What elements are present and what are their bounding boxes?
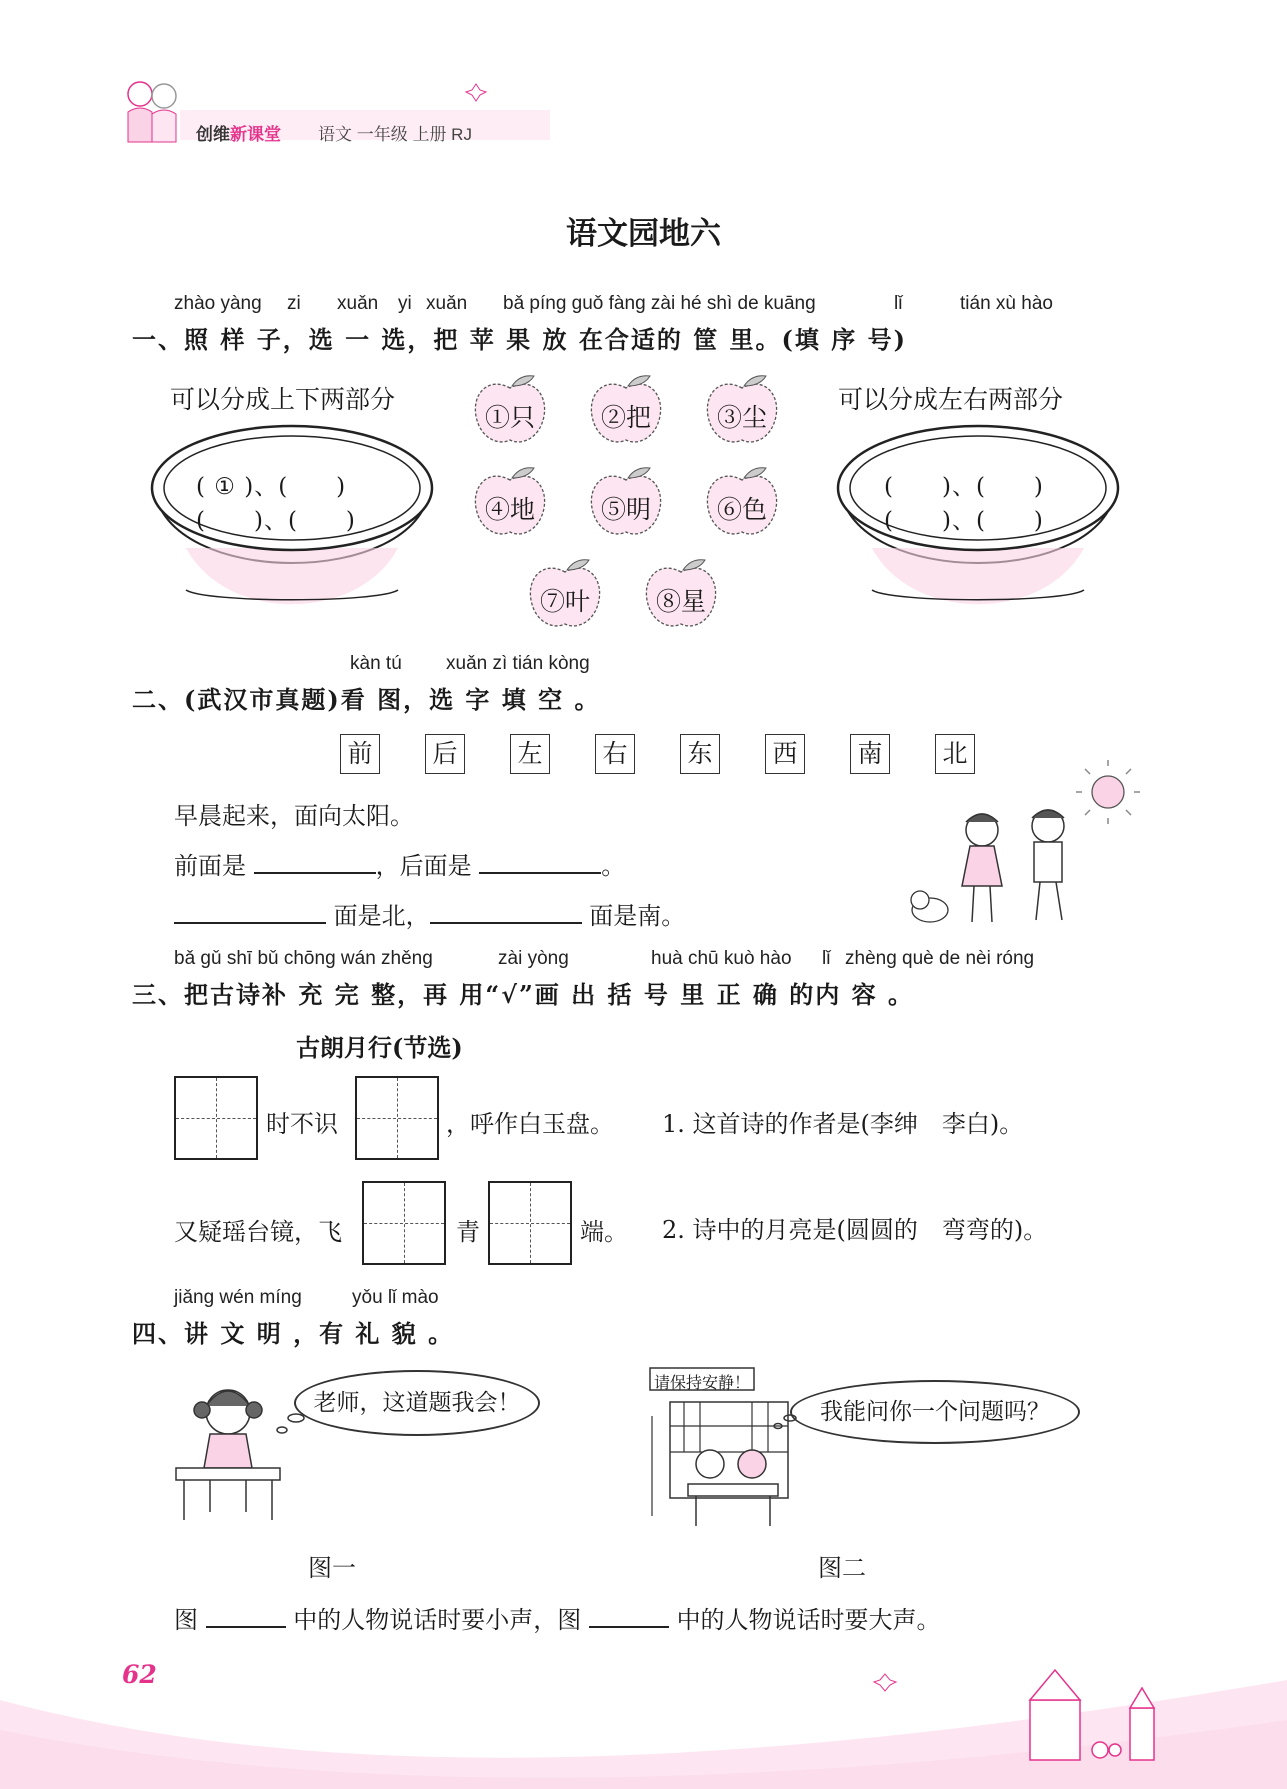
q2-question: 二、(武汉市真题)看 图，选 字 填 空 。: [132, 685, 601, 714]
q3-pinyin-1: bǎ gǔ shī bǔ chōng wán zhěng: [174, 948, 433, 969]
apple-card-8[interactable]: [641, 556, 721, 632]
word-box-8[interactable]: 北: [935, 734, 975, 774]
blank-figure-loud[interactable]: [589, 1604, 669, 1628]
apple-label: ②把: [600, 403, 651, 432]
q4-question: 四、讲 文 明 ，有 礼 貌 。: [132, 1319, 455, 1348]
poem-line1-b: ，呼作白玉盘。: [446, 1110, 614, 1138]
poem-line2-a: 又疑瑶台镜，飞: [174, 1218, 342, 1246]
q2-pinyin-1: kàn tú: [350, 653, 402, 674]
apple-label: ⑧星: [655, 587, 706, 616]
footer-decoration: [0, 1640, 1287, 1789]
q1-pinyin-3: xuǎn: [337, 293, 379, 314]
q4-answer-line: 图 中的人物说话时要小声，图 中的人物说话时要大声。: [174, 1606, 941, 1634]
apple-card-1[interactable]: [470, 372, 550, 448]
apple-label: ④地: [484, 495, 535, 524]
dog-figure: [911, 891, 948, 922]
q1-pinyin-1: zhào yàng: [174, 293, 262, 314]
poem-line2-c: 端。: [580, 1218, 628, 1246]
word-box-4[interactable]: 右: [595, 734, 635, 774]
q3-pinyin-3: huà chū kuò hào: [651, 948, 792, 969]
q2-line-1: 早晨起来，面向太阳。: [174, 802, 414, 830]
poem-line2-b: 青: [456, 1218, 480, 1246]
header-girls-illustration: [128, 82, 176, 142]
right-bowl-label: 可以分成左右两部分: [838, 385, 1064, 414]
kids-sun-illustration: [900, 760, 1140, 940]
q4-pinyin-1: jiǎng wén míng: [174, 1287, 302, 1308]
tian-grid-3[interactable]: [362, 1181, 446, 1265]
left-bowl-answer-1[interactable]: ( ① )、( ): [196, 474, 347, 500]
quiet-sign: 请保持安静！: [654, 1373, 751, 1392]
q3-pinyin-4: lǐ: [822, 948, 831, 969]
left-bowl-answer-2[interactable]: ( )、( ): [196, 508, 356, 534]
right-bowl-answer-2[interactable]: ( )、( ): [884, 508, 1044, 534]
bubble-tail-2: [772, 1412, 802, 1432]
tian-grid-1[interactable]: [174, 1076, 258, 1160]
word-box-6[interactable]: 西: [765, 734, 805, 774]
apple-card-2[interactable]: [586, 372, 666, 448]
word-box-2[interactable]: 后: [425, 734, 465, 774]
apple-card-3[interactable]: [702, 372, 782, 448]
word-box-1[interactable]: 前: [340, 734, 380, 774]
figure-1-caption: 图一: [308, 1554, 356, 1582]
page-number: 62: [122, 1660, 157, 1689]
poem-line1-a: 时不识: [266, 1110, 338, 1138]
q2-line-2: 前面是 ，后面是 。: [174, 852, 626, 880]
figure-2-caption: 图二: [818, 1554, 866, 1582]
word-box-5[interactable]: 东: [680, 734, 720, 774]
apple-card-7[interactable]: [525, 556, 605, 632]
apple-label: ⑤明: [600, 495, 651, 524]
q1-pinyin-6: bǎ píng guǒ fàng zài hé shì de kuāng: [503, 293, 816, 314]
word-box-7[interactable]: 南: [850, 734, 890, 774]
q2-pinyin-2: xuǎn zì tián kòng: [446, 653, 590, 674]
q2-line-3: 面是北， 面是南。: [174, 896, 685, 931]
word-box-3[interactable]: 左: [510, 734, 550, 774]
apple-label: ①只: [484, 403, 535, 432]
q1-pinyin-7: lǐ: [894, 293, 903, 314]
figure-1-illustration: [170, 1376, 300, 1526]
q3-question: 三、把古诗补 充 完 整，再 用“√”画 出 括 号 里 正 确 的内 容 。: [132, 980, 915, 1009]
speech-bubble-1: 老师，这道题我会！: [294, 1370, 540, 1436]
apple-card-4[interactable]: [470, 464, 550, 540]
blank-figure-quiet[interactable]: [206, 1604, 286, 1628]
poem-title: 古朗月行(节选): [296, 1033, 463, 1062]
tian-grid-4[interactable]: [488, 1181, 572, 1265]
girl-figure: [962, 814, 1002, 922]
bubble-tail-1: [272, 1410, 312, 1440]
q3-sub-question-1[interactable]: 1. 这首诗的作者是(李绅 李白)。: [662, 1110, 1024, 1138]
speech-bubble-2: 我能问你一个问题吗？: [790, 1380, 1080, 1444]
blank-back[interactable]: [479, 850, 601, 874]
q3-pinyin-2: zài yòng: [498, 948, 569, 969]
blank-front[interactable]: [254, 850, 376, 874]
q1-question: 一、照 样 子，选 一 选，把 苹 果 放 在合适的 筐 里。(填 序 号): [132, 325, 907, 354]
sun-icon: [1076, 760, 1140, 824]
header-brand: 创维新课堂: [196, 125, 281, 144]
left-bowl-label: 可以分成上下两部分: [170, 385, 396, 414]
page-title: 语文园地六: [566, 216, 721, 252]
apple-card-5[interactable]: [586, 464, 666, 540]
apple-label: ③尘: [716, 403, 767, 432]
q3-pinyin-5: zhèng què de nèi róng: [845, 948, 1035, 969]
apple-label: ⑥色: [716, 495, 767, 524]
boy-figure: [1032, 810, 1064, 920]
right-bowl-answer-1[interactable]: ( )、( ): [884, 474, 1044, 500]
tian-grid-2[interactable]: [355, 1076, 439, 1160]
blank-south[interactable]: [430, 900, 582, 924]
q4-pinyin-2: yǒu lǐ mào: [352, 1287, 439, 1308]
blank-north[interactable]: [174, 900, 326, 924]
header-subject: 语文 一年级 上册 RJ: [318, 125, 472, 144]
q1-pinyin-8: tián xù hào: [960, 293, 1053, 314]
apple-card-6[interactable]: [702, 464, 782, 540]
apple-label: ⑦叶: [539, 587, 590, 616]
q3-sub-question-2[interactable]: 2. 诗中的月亮是(圆圆的 弯弯的)。: [662, 1216, 1048, 1244]
q1-pinyin-5: xuǎn: [426, 293, 468, 314]
q1-pinyin-4: yi: [398, 293, 412, 314]
q1-pinyin-2: zi: [287, 293, 301, 314]
